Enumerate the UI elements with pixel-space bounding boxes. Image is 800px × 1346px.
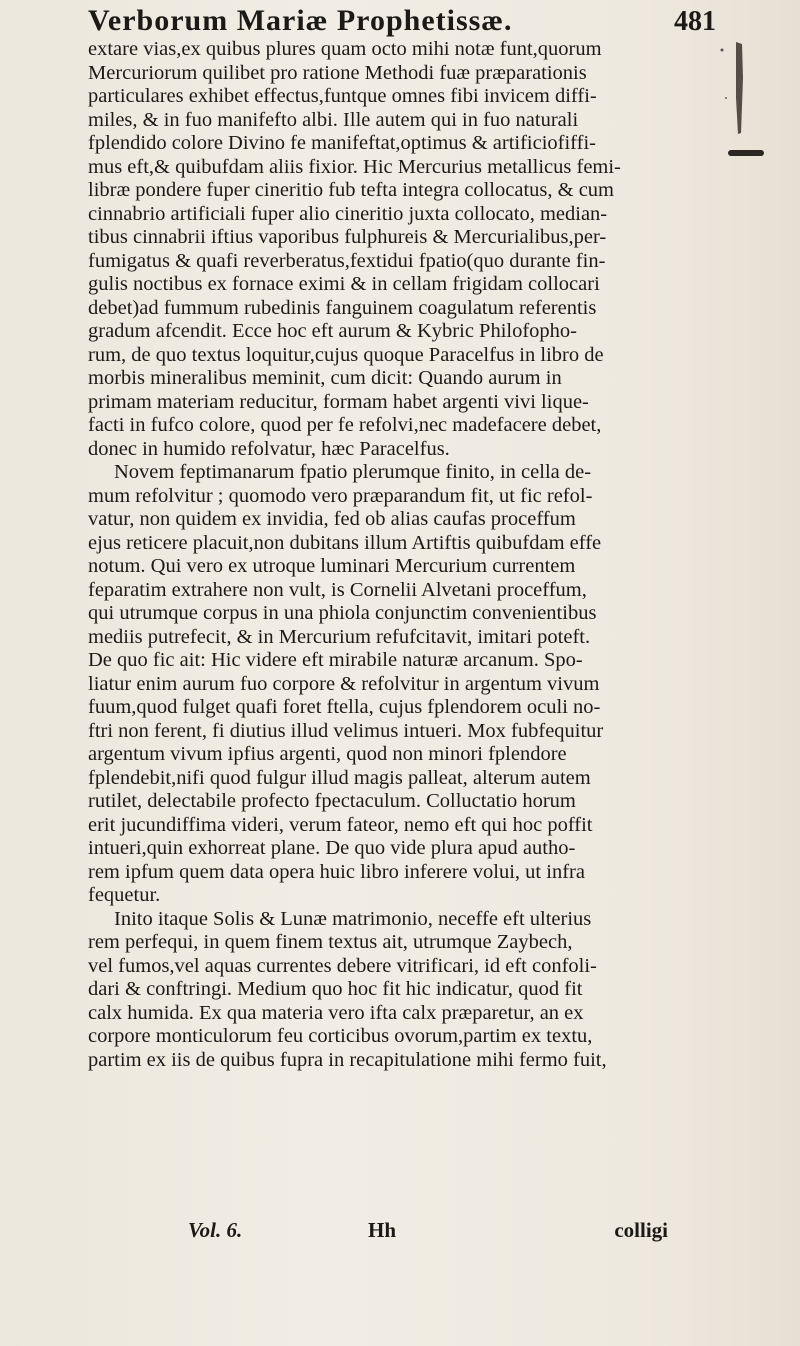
volume-signature: Vol. 6. (188, 1218, 243, 1242)
text-line: debet)ad fummum rubedinis fanguinem coagulatum referentis (88, 296, 597, 319)
text-line: De quo fic ait: Hic videre eft mirabile naturæ arcanum. Spo- (88, 649, 583, 671)
text-line: fplendebit,nifi quod fulgur illud magis palleat, alterum autem (88, 766, 591, 789)
text-line: ejus reticere placuit,non dubitans illum Artiftis quibufdam effe (88, 531, 602, 554)
text-line: rum, de quo textus loquitur,cujus quoque Paracelfus in libro de (88, 343, 604, 366)
text-line: fuum,quod fulget quafi foret ftella, cujus fplendorem oculi no- (88, 696, 601, 718)
text-line: Mercuriorum quilibet pro ratione Methodi fuæ præparationis (88, 61, 587, 84)
text-line: intueri,quin exhorreat plane. De quo vide plura apud autho- (88, 837, 576, 859)
text-line: cinnabrio artificiali fuper alio cineritio juxta collocato, median- (88, 202, 608, 225)
text-line: partim ex iis de quibus fupra in recapitulatione mihi fermo fuit, (88, 1048, 607, 1071)
text-line: argentum vivum ipfius argenti, quod non minori fplendore (88, 743, 567, 765)
text-line: notum. Qui vero ex utroque luminari Mercurium currentem (88, 555, 576, 577)
text-line: feparatim extrahere non vult, is Cornelii Alvetani proceffum, (88, 578, 587, 601)
text-line: Novem feptimanarum fpatio plerumque finito, in cella de- (114, 461, 592, 483)
text-line: facti in fufco colore, quod per fe refolvi,nec madefacere debet, (88, 414, 602, 436)
text-line: vel fumos,vel aquas currentes debere vitrificari, id eft confoli- (88, 954, 597, 977)
text-line: primam materiam reducitur, formam habet argenti vivi lique- (88, 390, 589, 413)
margin-ink-dash (728, 150, 764, 156)
text-line: donec in humido refolvatur, hæc Paracelfus. (88, 437, 450, 460)
text-line: tibus cinnabrii iftius vaporibus fulphureis & Mercurialibus,per- (88, 226, 607, 248)
gathering-mark: Hh (368, 1218, 397, 1242)
running-head: Verborum Mariæ Prophetissæ. (88, 4, 513, 37)
text-line: mus eft,& quibufdam aliis fixior. Hic Mercurius metallicus femi- (88, 155, 621, 178)
catchword: colligi (614, 1218, 668, 1242)
body-text (88, 38, 678, 1072)
margin-ink-mark (712, 38, 752, 138)
paragraph (88, 908, 678, 1073)
text-line: mum refolvitur ; quomodo vero præparandum fit, ut fic refol- (88, 484, 593, 507)
text-line: rem ipfum quem data opera huic libro inferere volui, ut infra (88, 860, 585, 883)
paragraph (88, 38, 678, 461)
text-line: erit jucundiffima videri, verum fateor, nemo eft qui hoc poffit (88, 813, 593, 836)
text-line: ftri non ferent, fi diutius illud velimus intueri. Mox fubfequitur (88, 719, 604, 742)
text-line: fplendido colore Divino fe manifeftat,optimus & artificiofiffi- (88, 132, 596, 154)
page-number: 481 (674, 6, 716, 37)
text-line: vatur, non quidem ex invidia, fed ob alias caufas proceffum (88, 508, 576, 530)
text-line: extare vias,ex quibus plures quam octo mihi notæ funt,quorum (88, 38, 602, 60)
text-line: gulis noctibus ex fornace eximi & in cellam frigidam collocari (88, 273, 600, 295)
text-line: calx humida. Ex qua materia vero ifta calx præparetur, an ex (88, 1001, 584, 1024)
text-line: rutilet, delectabile profecto fpectaculum. Colluctatio horum (88, 790, 576, 812)
text-line: rem perfequi, in quem finem textus ait, utrumque Zaybech, (88, 931, 573, 953)
text-line: morbis mineralibus meminit, cum dicit: Quando aurum in (88, 367, 562, 389)
text-line: libræ pondere fuper cineritio fub tefta integra collocatus, & cum (88, 179, 614, 201)
text-line: miles, & in fuo manifefto albi. Ille autem qui in fuo naturali (88, 108, 579, 131)
text-line: fumigatus & quafi reverberatus,fextidui fpatio(quo durante fin- (88, 249, 606, 272)
text-line: Inito itaque Solis & Lunæ matrimonio, neceffe eft ulterius (114, 907, 592, 930)
text-line: gradum afcendit. Ecce hoc eft aurum & Kybric Philofopho- (88, 320, 577, 342)
text-line: liatur enim aurum fuo corpore & refolvitur in argentum vivum (88, 672, 600, 695)
paragraph (88, 461, 678, 908)
text-line: dari & conftringi. Medium quo hoc fit hic indicatur, quod fit (88, 978, 583, 1000)
page-footer (88, 1218, 668, 1246)
text-line: particulares exhibet effectus,funtque omnes fibi invicem diffi- (88, 85, 597, 107)
text-line: mediis putrefecit, & in Mercurium refufcitavit, imitari poteft. (88, 625, 591, 648)
text-line: corpore monticulorum feu corticibus ovorum,partim ex textu, (88, 1025, 593, 1047)
text-line: fequetur. (88, 884, 161, 906)
text-line: qui utrumque corpus in una phiola conjunctim convenientibus (88, 602, 597, 624)
